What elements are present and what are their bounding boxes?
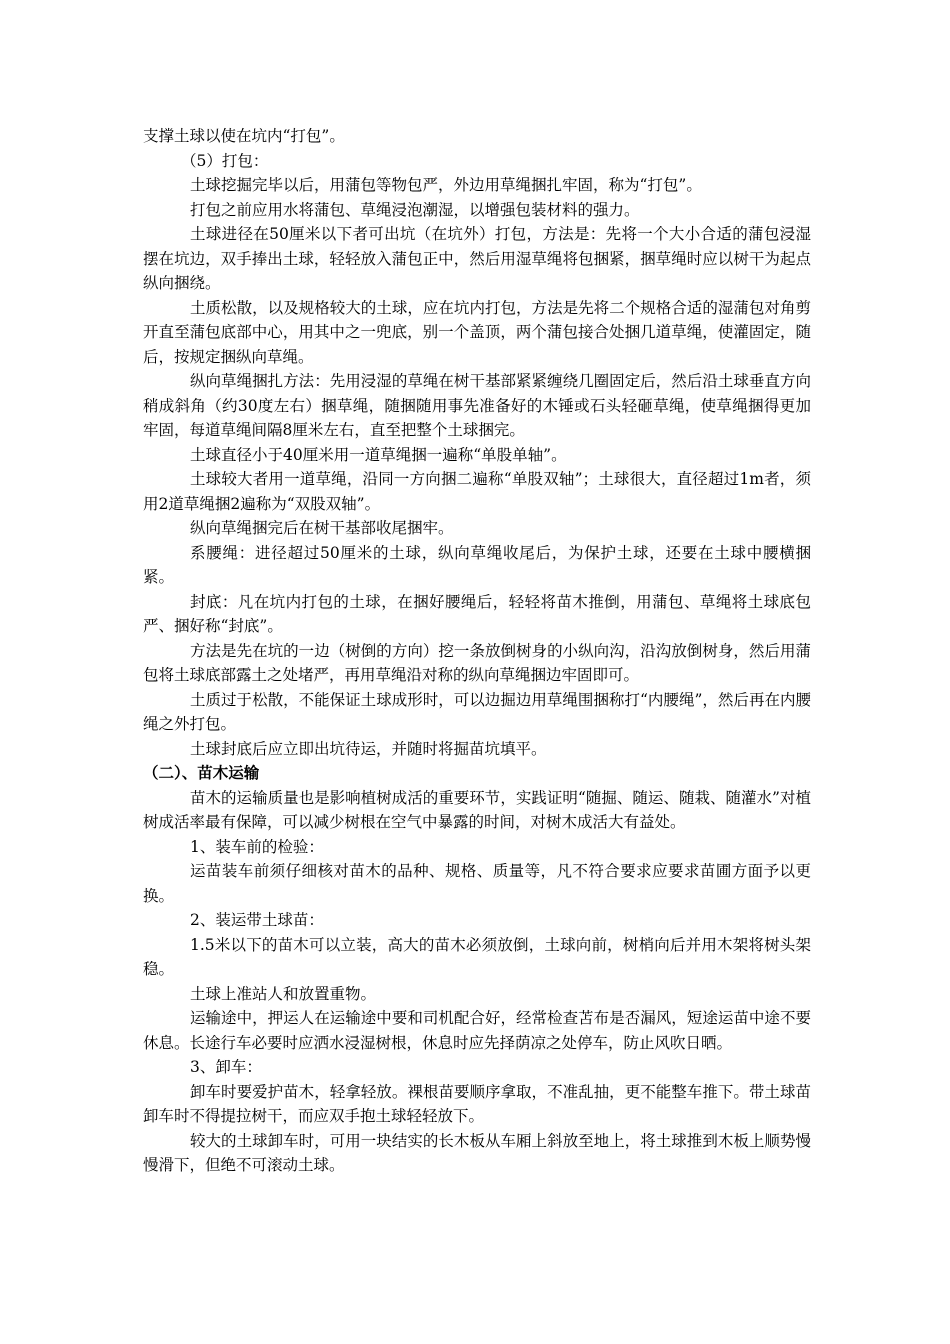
section-heading: （二）、苗木运输 — [143, 764, 260, 782]
paragraph: 纵向草绳捆扎方法：先用浸湿的草绳在树干基部紧紧缠绕几圈固定后，然后沿土球垂直方向稍成斜角（约30度左右）捆草绳，随捆随用事先准备好的木锤或石头轻砸草绳，使草绳捆得更加牢固，每道草绳间隔8厘米左右，直至把整个土球捆完。 — [143, 372, 811, 439]
paragraph: 土质松散，以及规格较大的土球，应在坑内打包，方法是先将二个规格合适的湿蒲包对角剪开直至蒲包底部中心，用其中之一兜底，别一个盖顶，两个蒲包接合处捆几道草绳，使灌固定，随后，按规定捆纵向草绳。 — [143, 298, 811, 366]
paragraph: 土质过于松散，不能保证土球成形时，可以边掘边用草绳围捆称打“内腰绳”，然后再在内腰绳之外打包。 — [143, 690, 811, 733]
paragraph: 纵向草绳捆完后在树干基部收尾捆牢。 — [190, 519, 454, 537]
paragraph: 土球较大者用一道草绳，沿同一方向捆二遍称“单股双轴”；土球很大，直径超过1m者，须用2道草绳捆2遍称为“双股双轴”。 — [143, 470, 811, 513]
paragraph: 土球封底后应立即出坑待运，并随时将掘苗坑填平。 — [190, 739, 547, 758]
paragraph: 封底：凡在坑内打包的土球，在捆好腰绳后，轻轻将苗木推倒，用蒲包、草绳将土球底包严、捆好称“封底”。 — [143, 592, 811, 635]
paragraph: 打包之前应用水将蒲包、草绳浸泡潮湿，以增强包装材料的强力。 — [190, 200, 640, 219]
paragraph: 卸车时要爱护苗木，轻拿轻放。裸根苗要顺序拿取，不准乱抽，更不能整车推下。带土球苗卸车时不得提拉树干，而应双手抱土球轻轻放下。 — [143, 1082, 811, 1125]
paragraph: 土球挖掘完毕以后，用蒲包等物包严，外边用草绳捆扎牢固，称为“打包”。 — [190, 176, 702, 194]
section-label: （5）打包： — [181, 151, 269, 170]
paragraph: 土球上准站人和放置重物。 — [190, 984, 377, 1003]
paragraph: 方法是先在坑的一边（树倒的方向）挖一条放倒树身的小纵向沟，沿沟放倒树身，然后用蒲包将土球底部露土之处堵严，再用草绳沿对称的纵向草绳捆边牢固即可。 — [143, 641, 811, 684]
paragraph: 1.5米以下的苗木可以立装，高大的苗木必须放倒，土球向前，树梢向后并用木架将树头架稳。 — [143, 935, 811, 978]
paragraph: 土球直径小于40厘米用一道草绳捆一遍称“单股单轴”。 — [190, 445, 567, 464]
paragraph: 苗木的运输质量也是影响植树成活的重要环节，实践证明“随掘、随运、随栽、随灌水”对植树成活率最有保障，可以减少树根在空气中暴露的时间，对树木成活大有益处。 — [143, 788, 811, 831]
subsection-label: 3、卸车： — [190, 1058, 262, 1076]
paragraph: 较大的土球卸车时，可用一块结实的长木板从车厢上斜放至地上，将土球推到木板上顺势慢慢滑下，但绝不可滚动土球。 — [143, 1131, 811, 1174]
paragraph: 支撑土球以使在坑内“打包”。 — [143, 127, 345, 145]
subsection-label: 1、装车前的检验： — [190, 837, 324, 856]
document-body — [143, 124, 811, 1178]
subsection-label: 2、装运带土球苗： — [190, 911, 324, 929]
paragraph: 运输途中，押运人在运输途中要和司机配合好，经常检查苫布是否漏风，短途运苗中途不要休息。长途行车必要时应洒水浸湿树根，休息时应先择荫凉之处停车，防止风吹日晒。 — [143, 1009, 811, 1052]
paragraph: 土球进径在50厘米以下者可出坑（在坑外）打包，方法是：先将一个大小合适的蒲包浸湿摆在坑边，双手捧出土球，轻轻放入蒲包正中，然后用湿草绳将包捆紧，捆草绳时应以树干为起点纵向捆绕。 — [143, 225, 811, 292]
paragraph: 系腰绳：进径超过50厘米的土球，纵向草绳收尾后，为保护土球，还要在土球中腰横捆紧。 — [143, 543, 811, 586]
paragraph: 运苗装车前须仔细核对苗木的品种、规格、质量等，凡不符合要求应要求苗圃方面予以更换。 — [143, 862, 811, 905]
